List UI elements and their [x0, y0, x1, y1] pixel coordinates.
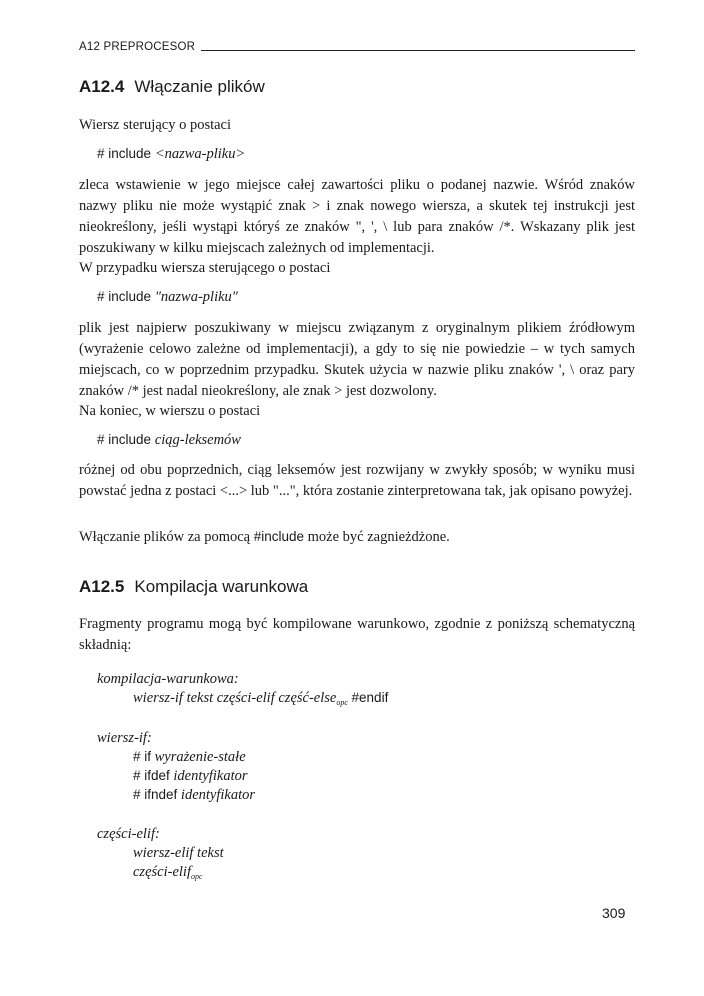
grammar-rule-if: [133, 747, 246, 767]
paragraph-intro-2: W przypadku wiersza sterującego o postaci: [79, 260, 331, 276]
directive-argument: "nazwa-pliku": [154, 289, 238, 305]
directive-keyword: # include: [97, 432, 152, 447]
ifndef-keyword: # ifndef: [133, 787, 178, 802]
code-directive-include-tokens: [97, 431, 241, 449]
section-number: A12.5: [79, 577, 125, 596]
grammar-rule-elif-2: [133, 862, 203, 887]
paragraph-4: [79, 526, 635, 548]
paragraph-intro-3: Na koniec, w wierszu o postaci: [79, 403, 261, 419]
grammar-rule-elif-1: wiersz-elif tekst: [133, 845, 224, 861]
rule-argument: identyfikator: [180, 787, 256, 803]
if-keyword: # if: [133, 749, 152, 764]
paragraph-2: plik jest najpierw poszukiwany w miejscu związanym z oryginalnym plikiem źródłowym (wyrażenie celowo zależne od implementacji), a gdy to się nie powiedzie – w tych samych miejscach, co w poprzednim przypadku. Skutek użycia w nazwie pliku znaków ', \ oraz pary znaków /* jest nadal nieokreślony, ale znak > jest dozwolony.: [79, 320, 635, 399]
paragraph-4-text-end: może być zagnieżdżone.: [304, 529, 450, 545]
grammar-rule-ifdef: [133, 766, 248, 786]
code-directive-include-angle: [97, 145, 245, 163]
section-heading-a12-5: [79, 577, 308, 597]
directive-keyword: # include: [97, 289, 152, 304]
paragraph-a12-5-1: Fragmenty programu mogą być kompilowane warunkowo, zgodnie z poniższą schematyczną składnią:: [79, 616, 635, 653]
directive-argument: ciąg-leksemów: [154, 432, 241, 448]
inline-code-include: #include: [253, 529, 305, 544]
directive-keyword: # include: [97, 146, 152, 161]
grammar-label-kompilacja: kompilacja-warunkowa:: [97, 671, 239, 687]
ifdef-keyword: # ifdef: [133, 768, 170, 783]
section-title: Włączanie plików: [134, 77, 265, 96]
endif-keyword: #endif: [351, 690, 389, 705]
optional-subscript: opc: [336, 698, 348, 707]
rule-argument: wyrażenie-stałe: [154, 749, 246, 765]
section-heading-a12-4: [79, 77, 265, 97]
grammar-label-wiersz-if: wiersz-if:: [97, 730, 152, 746]
header-rule: [201, 50, 635, 51]
paragraph-1: zleca wstawienie w jego miejsce całej zawartości pliku o podanej nazwie. Wśród znaków nazwy pliku nie może wystąpić znak > i znak nowego wiersza, a skutek tej instrukcji jest nieokreślony, jeśli wystąpi któryś ze znaków ", ', \ lub para znaków /*. Wskazany plik jest poszukiwany w kilku miejscach zależnych od implementacji.: [79, 177, 635, 256]
grammar-rule-ifndef: [133, 785, 255, 805]
running-header: [79, 37, 635, 53]
grammar-rule-kompilacja: [133, 688, 388, 713]
grammar-label-czesci-elif: części-elif:: [97, 826, 160, 842]
running-title: A12 PREPROCESOR: [79, 41, 196, 53]
paragraph-intro-1: Wiersz sterujący o postaci: [79, 117, 232, 133]
section-title: Kompilacja warunkowa: [134, 577, 309, 596]
code-directive-include-quoted: [97, 288, 238, 306]
rule-text: wiersz-if tekst części-elif część-else: [133, 690, 337, 706]
rule-text: części-elif: [133, 864, 191, 880]
directive-argument: <nazwa-pliku>: [154, 146, 246, 162]
page-number: 309: [602, 905, 626, 921]
paragraph-4-text: Włączanie plików za pomocą: [79, 529, 254, 545]
section-number: A12.4: [79, 77, 125, 96]
optional-subscript: opc: [190, 872, 203, 881]
rule-argument: identyfikator: [173, 768, 248, 784]
paragraph-3: różnej od obu poprzednich, ciąg leksemów jest rozwijany w zwykły sposób; w wyniku musi powstać jedna z postaci <...> lub "...", która zostanie zinterpretowana tak, jak opisano powyżej.: [79, 462, 635, 499]
